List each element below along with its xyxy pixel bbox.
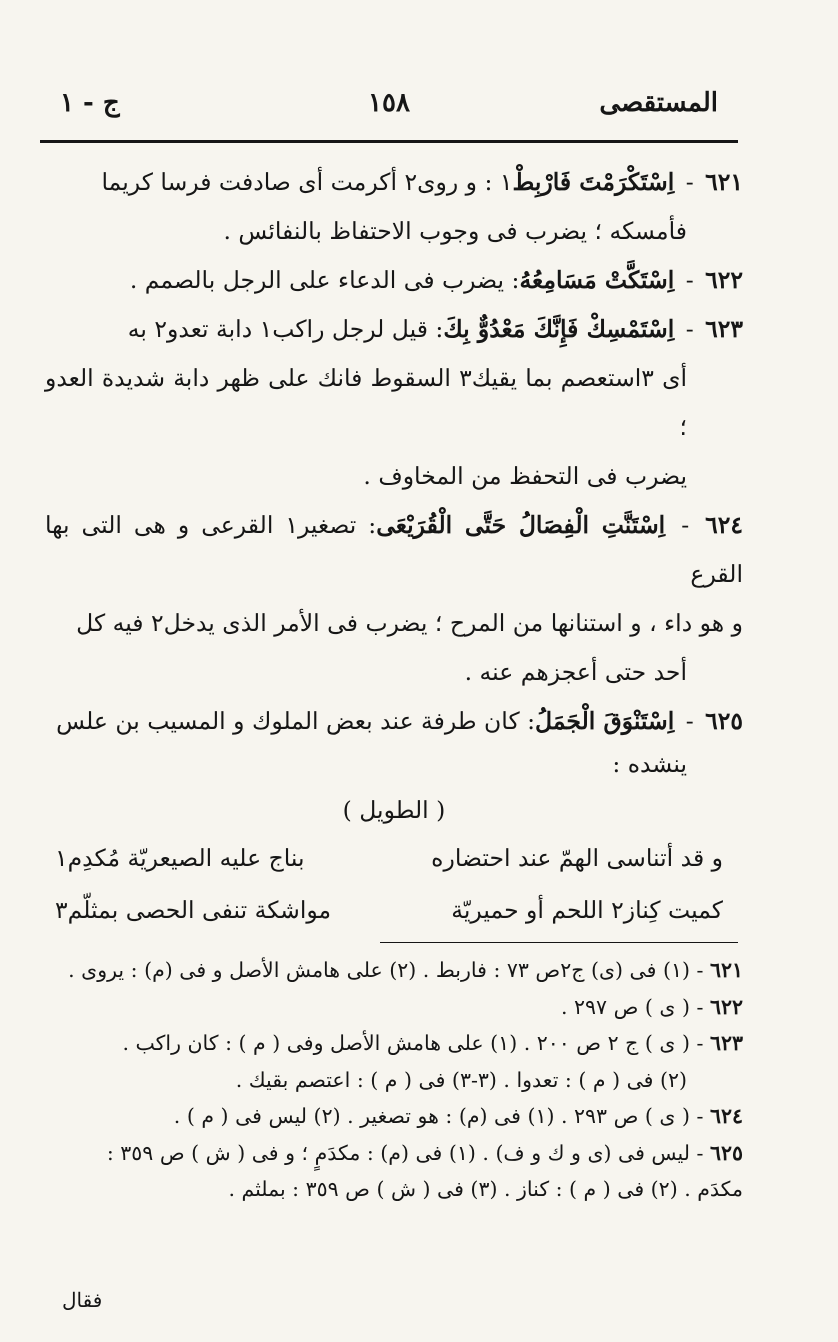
verse-second-hemistich: مواشكة تنفى الحصى بمثلّم٣	[55, 896, 332, 924]
poem-verse	[45, 832, 743, 884]
entry-continuation: ينشده :	[612, 750, 687, 778]
footnote	[45, 1025, 743, 1062]
proverb-entry-624: ٦٢٤ - اِسْتَنَّتِ الْفِصَالُ حَتَّى الْقُرَيْعَى: تصغير١ القرعى و هى التى بها القرع	[45, 511, 744, 588]
footnote-number: ٦٢٤	[709, 1104, 743, 1128]
entry-continuation: و هو داء ، و استنانها من المرح ؛ يضرب فى الأمر الذى يدخل٢ فيه كل	[76, 609, 743, 637]
entry-continuation: يضرب فى التحفظ من المخاوف .	[363, 462, 687, 490]
footnote-text: - (١) فى (ى) ج٢ص ٧٣ : فاربط . (٢) على هامش الأصل و فى (م) : يروى .	[68, 958, 704, 982]
footnote-text: - ( ى ) ج ٢ ص ٢٠٠ . (١) على هامش الأصل وفى ( م ) : كان راكب .	[122, 1031, 704, 1055]
footnote-number: ٦٢٣	[709, 1031, 743, 1055]
footnote-text: - ( ى ) ص ٢٩٣ . (١) فى (م) : هو تصغير . (٢) ليس فى ( م ) .	[173, 1104, 704, 1128]
verse-first-hemistich: كميت كِناز٢ اللحم أو حميريّة	[451, 896, 723, 924]
catchword: فقال	[62, 1288, 103, 1312]
proverb-phrase: اِسْتَكَّتْ مَسَامِعُهُ	[519, 266, 675, 294]
footnote-text: (٢) فى ( م ) : تعدوا . (٣-٣) فى ( م ) : اعتصم بقيك .	[235, 1067, 687, 1092]
footnote-rule	[380, 942, 738, 943]
entry-text: ١ : و روى٢ أكرمت أى صادفت فرسا كريما	[101, 168, 513, 196]
footnote-text: مكدَم . (٢) فى ( م ) : كناز . (٣) فى ( ش ) ص ٣٥٩ : بملثم .	[228, 1177, 743, 1201]
entry-text: : كان طرفة عند بعض الملوك و المسيب بن علس	[56, 707, 536, 735]
entry-text: : يضرب فى الدعاء على الرجل بالصمم .	[129, 266, 520, 294]
footnotes	[45, 952, 743, 1208]
verse-first-hemistich: و قد أتناسى الهمّ عند احتضاره	[431, 844, 723, 872]
entry-number: ٦٢٤	[705, 511, 744, 539]
page-number: ١٥٨	[368, 88, 410, 118]
entry-number: ٦٢٢	[705, 266, 743, 294]
volume-label: ج - ١	[60, 88, 120, 118]
main-text	[45, 158, 743, 936]
footnote-number: ٦٢٢	[709, 994, 743, 1019]
proverb-phrase: اِسْتَكْرَمْتَ فَارْبِطْ	[512, 168, 675, 196]
entry-text: : قيل لرجل راكب١ دابة تعدو٢ به	[127, 315, 444, 343]
footnote-text: - ( ى ) ص ٢٩٧ .	[560, 994, 704, 1019]
entry-continuation: أى ٣استعصم بما يقيك٣ السقوط فانك على ظهر دابة شديدة العدو ؛	[45, 364, 687, 441]
footnote	[45, 1098, 743, 1135]
proverb-entry-623: ٦٢٣ - اِسْتَمْسِكْ فَإِنَّكَ مَعْدُوٌّ بِكَ: قيل لرجل راكب١ دابة تعدو٢ به	[127, 315, 743, 343]
entry-text: : تصغير١ القرعى و هى التى بها القرع	[45, 511, 743, 588]
footnote	[45, 1171, 743, 1208]
entry-continuation: أحد حتى أعجزهم عنه .	[464, 658, 687, 686]
verse-second-hemistich: بناج عليه الصيعريّة مُكدِم١	[55, 844, 305, 872]
footnote-number: ٦٢١	[709, 958, 743, 982]
entry-number: ٦٢٥	[705, 707, 743, 735]
header-rule	[40, 140, 738, 143]
entry-continuation: فأمسكه ؛ يضرب فى وجوب الاحتفاظ بالنفائس .	[223, 217, 687, 245]
entry-number: ٦٢٣	[705, 315, 743, 343]
footnote	[45, 1135, 743, 1172]
proverb-phrase: اِسْتَمْسِكْ فَإِنَّكَ مَعْدُوٌّ بِكَ	[443, 315, 675, 343]
poem-meter: ( الطويل )	[342, 796, 446, 824]
footnote	[45, 989, 743, 1026]
book-title: المستقصى	[599, 88, 718, 118]
proverb-phrase: اِسْتَنَّتِ الْفِصَالُ حَتَّى الْقُرَيْعَى	[376, 511, 666, 539]
proverb-phrase: اِسْتَنْوَقَ الْجَمَلُ	[535, 707, 675, 735]
running-head	[60, 88, 718, 128]
entry-number: ٦٢١	[705, 168, 743, 196]
proverb-entry-621: ٦٢١ - اِسْتَكْرَمْتَ فَارْبِطْ١ : و روى٢ أكرمت أى صادفت فرسا كريما	[101, 168, 743, 196]
poem-verse	[45, 884, 743, 936]
footnote	[45, 1062, 743, 1099]
footnote	[45, 952, 743, 989]
proverb-entry-622: ٦٢٢ - اِسْتَكَّتْ مَسَامِعُهُ: يضرب فى الدعاء على الرجل بالصمم .	[129, 266, 743, 294]
proverb-entry-625: ٦٢٥ - اِسْتَنْوَقَ الْجَمَلُ: كان طرفة عند بعض الملوك و المسيب بن علس	[56, 707, 743, 735]
footnote-text: - ليس فى (ى و ك و ف) . (١) فى (م) : مكدَمٍ ؛ و فى ( ش ) ص ٣٥٩ :	[106, 1140, 704, 1165]
footnote-number: ٦٢٥	[709, 1140, 743, 1165]
